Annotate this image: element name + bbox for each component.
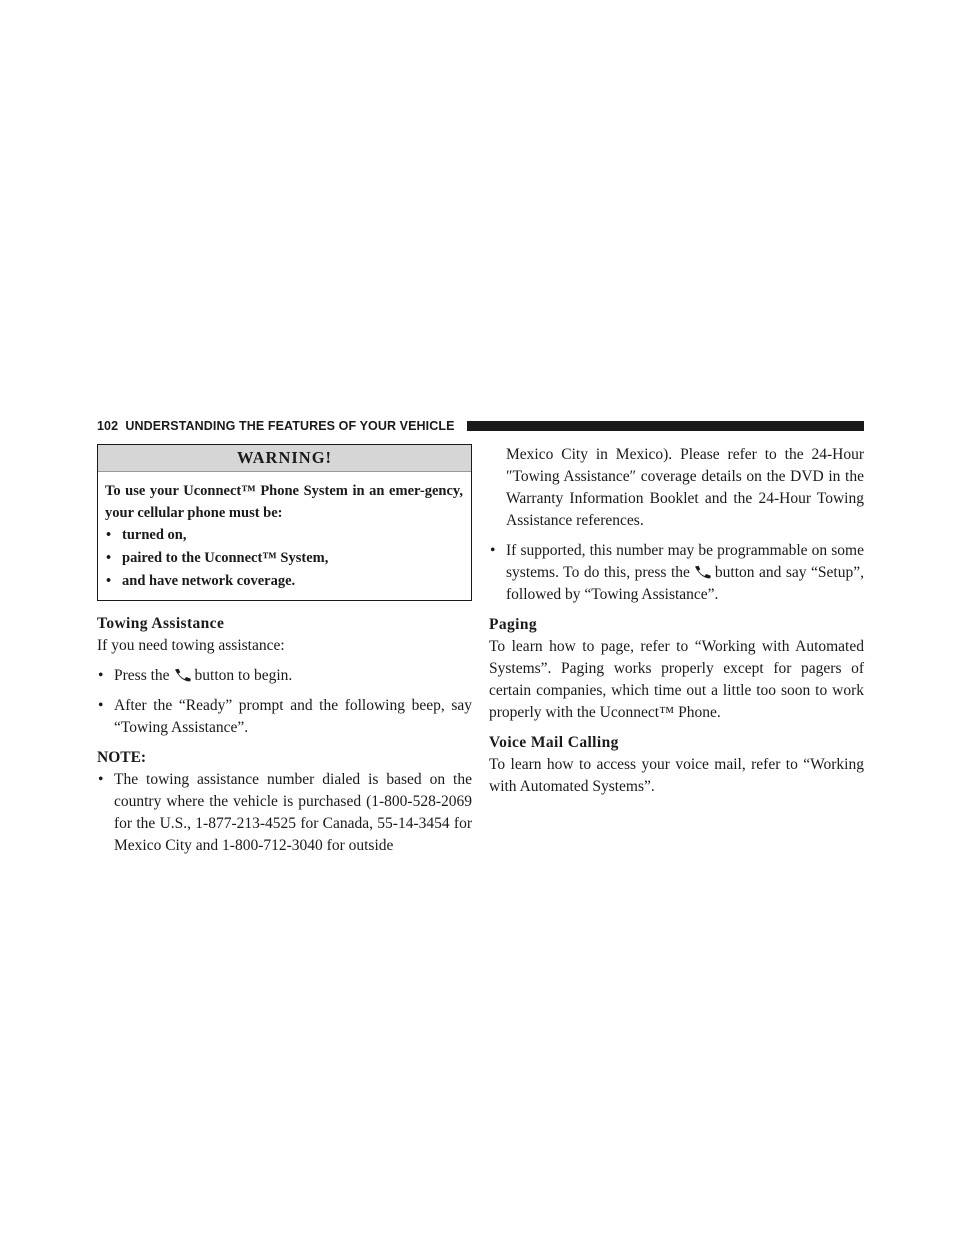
section-title: UNDERSTANDING THE FEATURES OF YOUR VEHICLE <box>125 419 455 433</box>
bullet-icon: • <box>106 550 112 566</box>
voicemail-heading: Voice Mail Calling <box>489 734 619 751</box>
note-label: NOTE: <box>97 749 147 766</box>
towing-step-2: • After the “Ready” prompt and the following beep, say “Towing Assistance”. <box>98 697 472 736</box>
bullet-icon: • <box>98 667 104 684</box>
right-column <box>489 444 864 798</box>
bullet-icon: • <box>98 771 104 788</box>
page-header <box>97 417 864 435</box>
bullet-icon: • <box>98 697 104 714</box>
warning-intro: To use your Uconnect™ Phone System in an emer-gency, your cellular phone must be: <box>105 483 463 521</box>
note-item-1: • The towing assistance number dialed is based on the country where the vehicle is purchased (1-800-528-2069 for the U.S., 1-877-213-4525 for Canada, 55-14-3454 for Mexico City and 1-800-712-3040 for outside <box>98 771 472 854</box>
towing-heading: Towing Assistance <box>97 615 225 632</box>
page-header-text <box>97 417 455 435</box>
bullet-icon: • <box>106 573 112 589</box>
warning-item: • turned on, <box>105 524 463 546</box>
page-number: 102 <box>97 419 119 433</box>
warning-box <box>97 444 472 601</box>
note-item-1-continued: Mexico City in Mexico). Please refer to the 24-Hour ″Towing Assistance″ coverage details on the DVD in the Warranty Information Booklet and the 24-Hour Towing Assistance references. <box>506 446 864 529</box>
header-rule <box>467 421 864 431</box>
towing-step-1: • Press the button to begin. <box>97 665 472 687</box>
warning-item: • and have network coverage. <box>105 570 463 592</box>
left-column <box>97 444 472 865</box>
paging-text: To learn how to page, refer to “Working with Automated Systems”. Paging works properly except for pagers of certain companies, which time out a little too soon to work properly with the Uconnect™ Phone. <box>489 638 864 721</box>
towing-intro: If you need towing assistance: <box>97 637 285 654</box>
bullet-icon: • <box>106 527 112 543</box>
phone-icon <box>173 668 193 682</box>
warning-body <box>98 472 471 600</box>
bullet-icon: • <box>490 542 496 559</box>
warning-item: • paired to the Uconnect™ System, <box>105 547 463 569</box>
phone-icon <box>693 565 713 579</box>
paging-heading: Paging <box>489 616 538 633</box>
note-item-2: • If supported, this number may be programmable on some systems. To do this, press the button and say “Setup”, followed by “Towing Assistance”. <box>490 542 864 603</box>
warning-title: WARNING! <box>98 445 471 472</box>
voicemail-text: To learn how to access your voice mail, refer to “Working with Automated Systems”. <box>489 756 864 795</box>
